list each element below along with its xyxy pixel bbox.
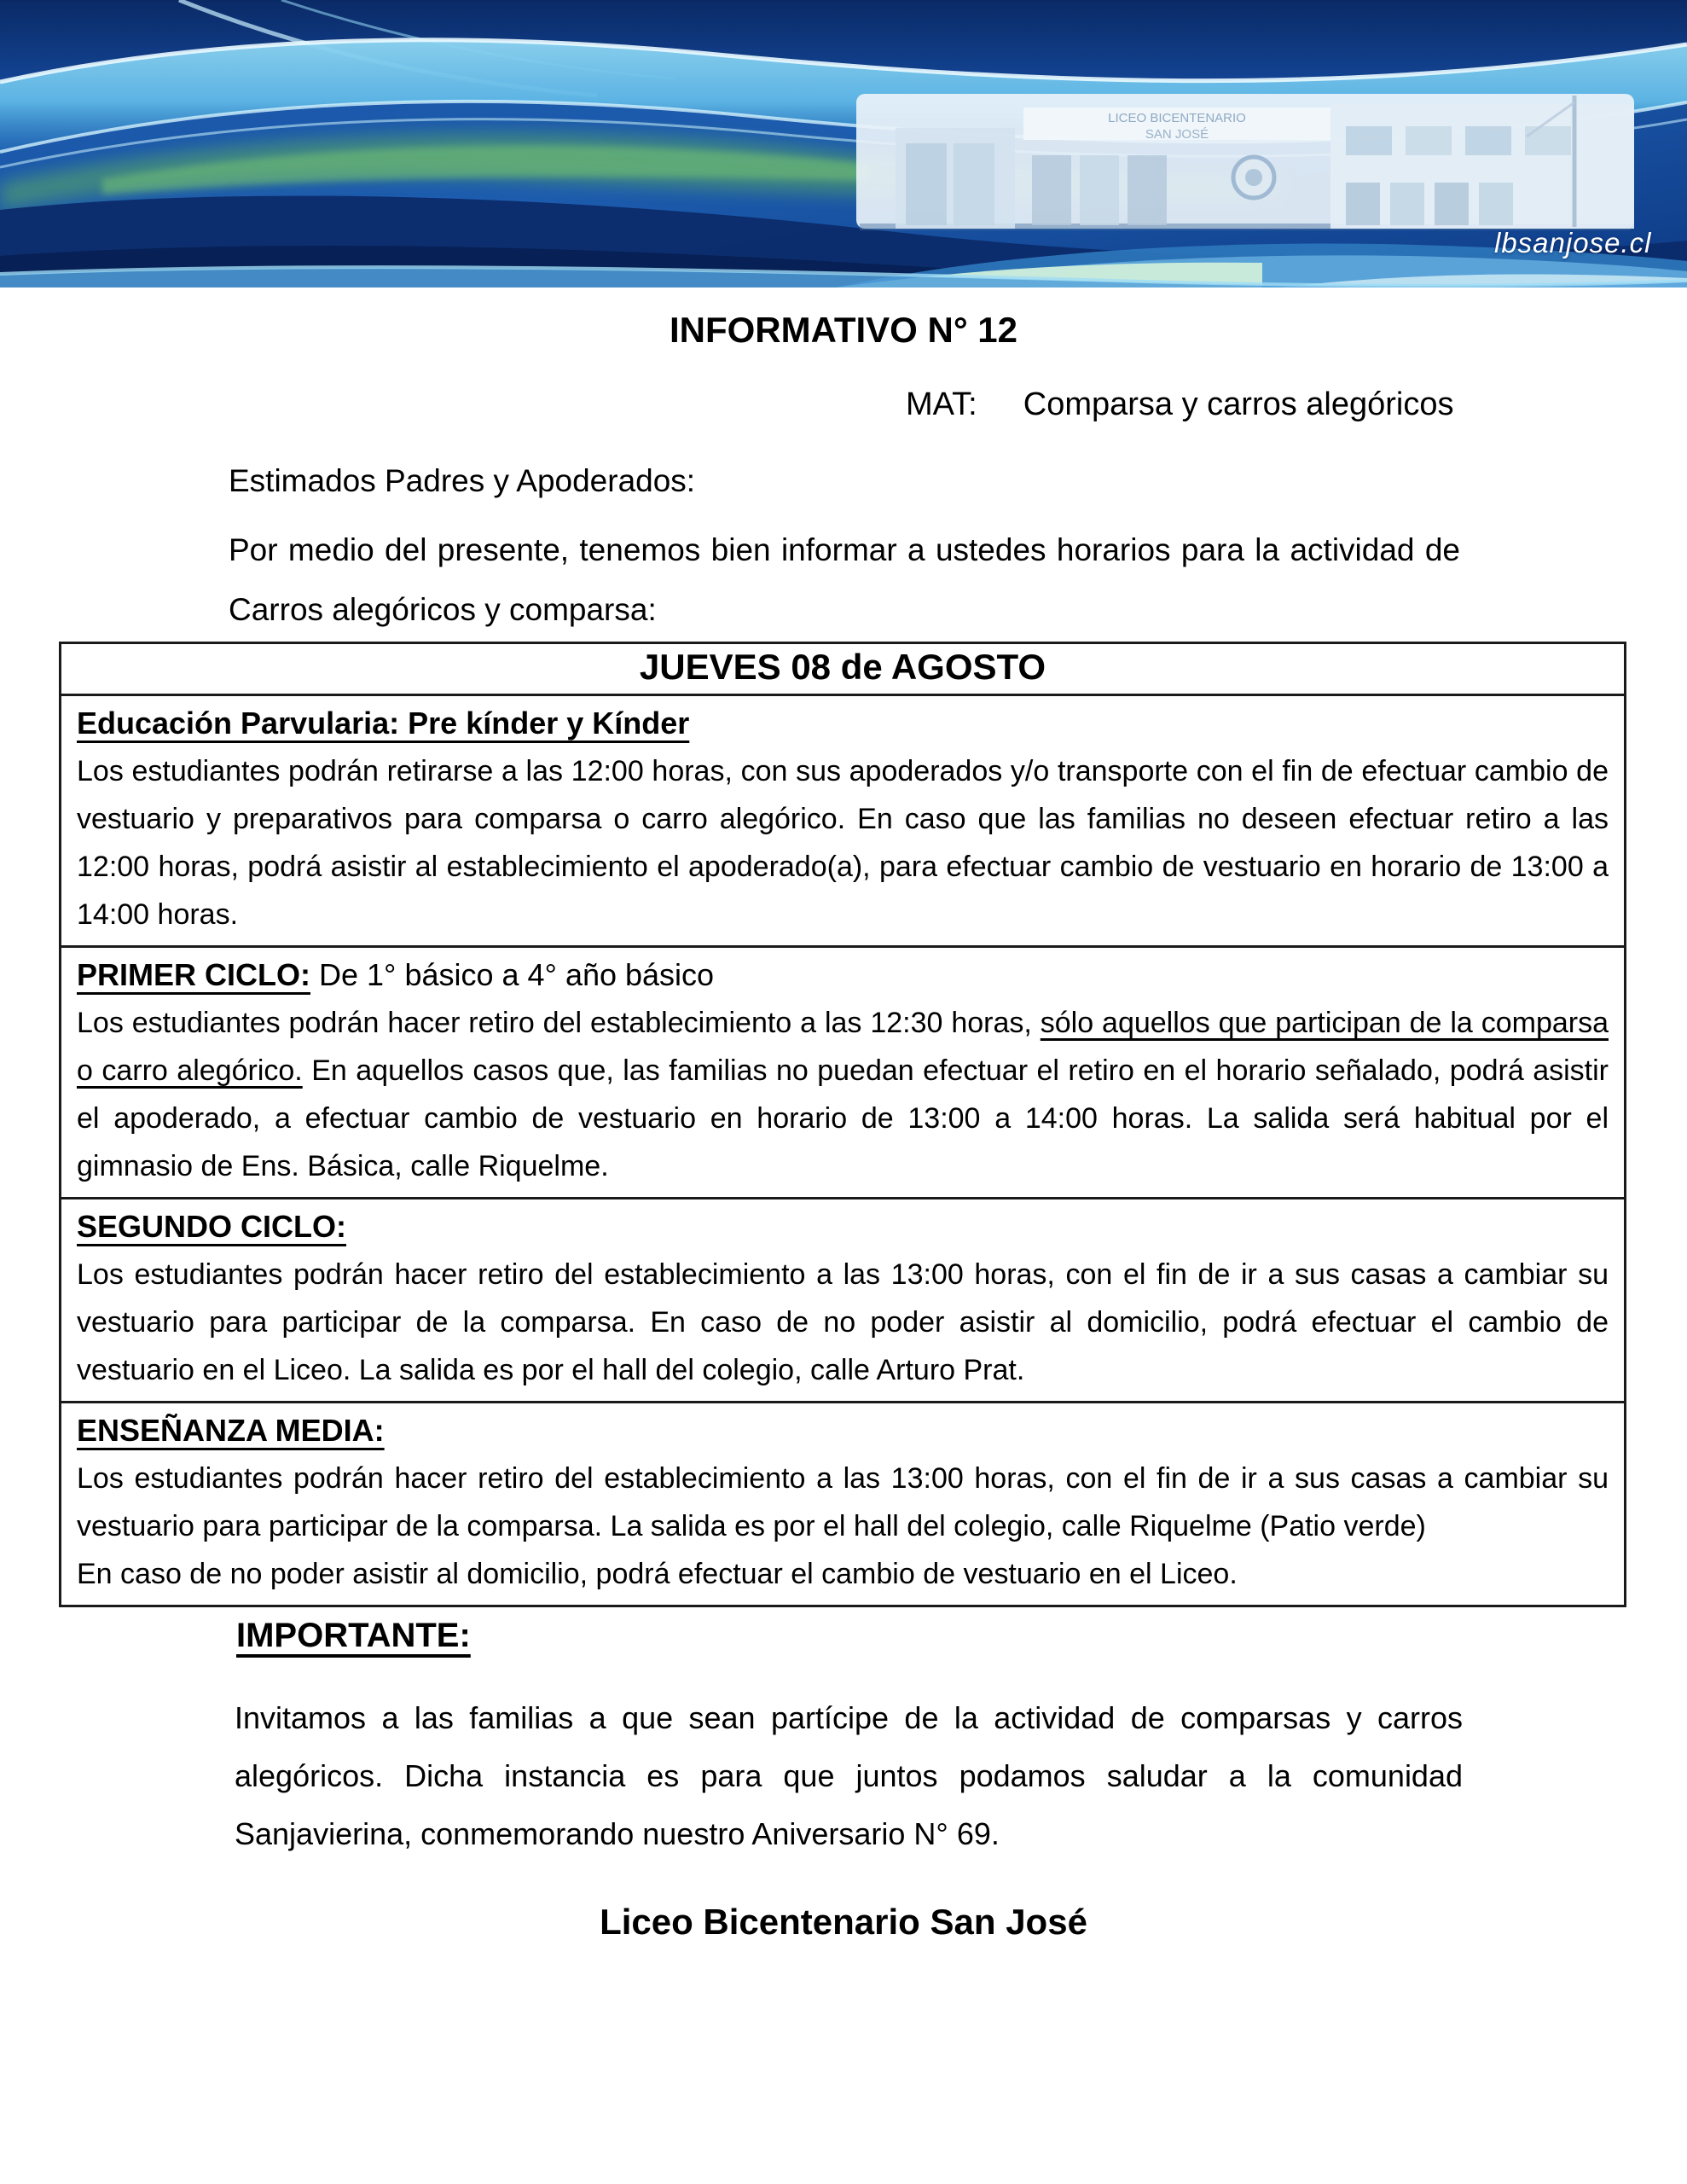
row-title-primer-ciclo <box>77 951 1609 999</box>
photo-sign-line1: LICEO BICENTENARIO <box>1108 111 1246 125</box>
body-segment-plain: Los estudiantes podrán hacer retiro del establecimiento a las 12:30 horas, <box>77 1007 1041 1039</box>
table-header-cell: JUEVES 08 de AGOSTO <box>61 643 1626 695</box>
subject-label: MAT: <box>906 386 977 422</box>
row-body-ensenanza-media: Los estudiantes podrán hacer retiro del establecimiento a las 13:00 horas, con el fin de ir a sus casas a cambiar su vestuario para participar de la comparsa. La salida es por el hall del colegio, calle Riquelme (Patio verde) <box>77 1462 1609 1542</box>
site-label: lbsanjose.cl <box>1494 227 1652 258</box>
subject-value: Comparsa y carros alegóricos <box>1023 386 1454 422</box>
schedule-table <box>59 642 1626 1607</box>
row-body-primer-ciclo <box>77 999 1609 1190</box>
subject-line <box>906 386 1687 423</box>
table-row-primer-ciclo <box>61 947 1626 1199</box>
row-title-text: SEGUNDO CICLO: <box>77 1209 347 1244</box>
row-title-segundo-ciclo <box>77 1203 1609 1251</box>
important-label: IMPORTANTE: <box>236 1617 471 1654</box>
table-header-row <box>61 643 1626 695</box>
row-title-parvularia <box>77 700 1609 747</box>
row-body-segundo-ciclo: Los estudiantes podrán hacer retiro del establecimiento a las 13:00 horas, con el fin de ir a sus casas a cambiar su vestuario para participar de la comparsa. En caso de no poder asistir al domicilio, podrá efectuar el cambio de vestuario en el Liceo. La salida es por el hall del colegio, calle Arturo Prat. <box>77 1258 1609 1386</box>
row-title-text: Educación Parvularia: Pre kínder y Kínder <box>77 706 690 741</box>
banner <box>0 0 1687 288</box>
page-title: INFORMATIVO N° 12 <box>669 310 1018 350</box>
school-photo <box>856 94 1634 230</box>
row-title-ensenanza-media <box>77 1407 1609 1455</box>
greeting: Estimados Padres y Apoderados: <box>229 463 696 498</box>
banner-art <box>0 0 1687 288</box>
signature: Liceo Bicentenario San José <box>600 1902 1087 1942</box>
invitation-paragraph: Invitamos a las familias a que sean partícipe de la actividad de comparsas y carros alegóricos. Dicha instancia es para que juntos podamos saludar a la comunidad Sanjavierina, conmemorando nuestro Aniversario N° 69. <box>235 1700 1463 1851</box>
body-segment-plain: En aquellos casos que, las familias no puedan efectuar el retiro en el horario señalado, podrá asistir el apoderado, a efectuar cambio de vestuario en horario de 13:00 a 14:00 horas. La salida será habitual por el gimnasio de Ens. Básica, calle Riquelme. <box>77 1054 1609 1182</box>
intro-paragraph: Por medio del presente, tenemos bien informar a ustedes horarios para la actividad de Carros alegóricos y comparsa: <box>229 532 1460 627</box>
table-row-parvularia <box>61 695 1626 947</box>
row-title-text: ENSEÑANZA MEDIA: <box>77 1413 385 1448</box>
body-segment-underlined: sólo aquellos que participan de la comparsa o carro alegórico. <box>77 1007 1609 1087</box>
row-body-ensenanza-media-line2: En caso de no poder asistir al domicilio, podrá efectuar el cambio de vestuario en el Liceo. <box>77 1558 1238 1590</box>
table-row-ensenanza-media <box>61 1403 1626 1606</box>
row-title-text: PRIMER CICLO: <box>77 957 310 992</box>
row-body-parvularia: Los estudiantes podrán retirarse a las 12:00 horas, con sus apoderados y/o transporte con el fin de efectuar cambio de vestuario y preparativos para comparsa o carro alegórico. En caso que las familias no deseen efectuar retiro a las 12:00 horas, podrá asistir al establecimiento el apoderado(a), para efectuar cambio de vestuario en horario de 13:00 a 14:00 horas. <box>77 755 1609 931</box>
table-row-segundo-ciclo <box>61 1199 1626 1403</box>
row-subtitle: De 1° básico a 4° año básico <box>310 957 715 992</box>
photo-sign-line2: SAN JOSÉ <box>1145 127 1209 142</box>
